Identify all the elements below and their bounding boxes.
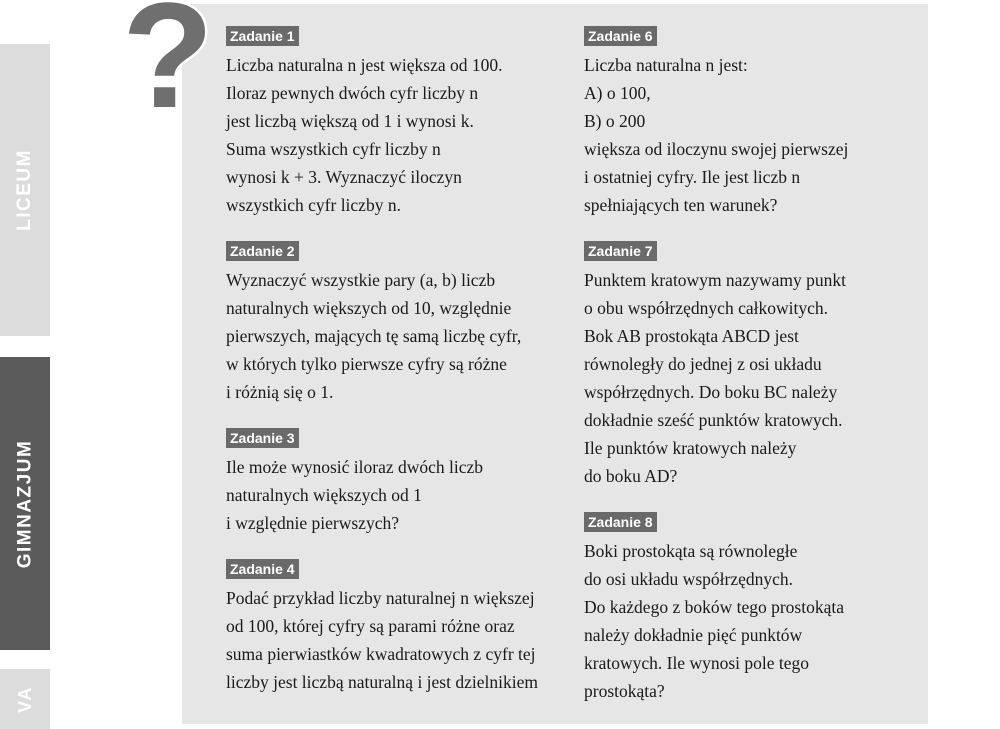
side-tab-partial[interactable] xyxy=(0,669,50,729)
task-text-line: Bok AB prostokąta ABCD jest xyxy=(584,326,799,346)
task-label: Zadanie 8 xyxy=(584,512,657,532)
side-tab-liceum[interactable] xyxy=(0,44,50,336)
task-text-line: spełniających ten warunek? xyxy=(584,195,778,215)
task-text-line: suma pierwiastków kwadratowych z cyfr tej xyxy=(226,644,536,664)
task-text-line: o obu współrzędnych całkowitych. xyxy=(584,298,828,318)
task-text-line: jest liczbą większą od 1 i wynosi k. xyxy=(226,111,474,131)
task-text-line: Iloraz pewnych dwóch cyfr liczby n xyxy=(226,83,479,103)
task-block xyxy=(584,512,924,705)
task-text-line: Boki prostokąta są równoległe xyxy=(584,541,798,561)
task-label: Zadanie 4 xyxy=(226,559,299,579)
task-block xyxy=(226,241,566,406)
task-text-line: do osi układu współrzędnych. xyxy=(584,569,793,589)
task-text-line: Do każdego z boków tego prostokąta xyxy=(584,597,844,617)
task-text-line: wszystkich cyfr liczby n. xyxy=(226,195,401,215)
task-label: Zadanie 3 xyxy=(226,428,299,448)
task-text-line: naturalnych większych od 10, względnie xyxy=(226,298,512,318)
task-text-line: pierwszych, mających tę samą liczbę cyfr, xyxy=(226,326,522,346)
task-text-line: Punktem kratowym nazywamy punkt xyxy=(584,270,846,290)
task-text-line: B) o 200 xyxy=(584,111,646,131)
task-label: Zadanie 1 xyxy=(226,26,299,46)
left-column xyxy=(226,4,566,696)
task-text-line: współrzędnych. Do boku BC należy xyxy=(584,382,838,402)
task-text-line: i różnią się o 1. xyxy=(226,382,334,402)
task-text-line: Liczba naturalna n jest większa od 100. xyxy=(226,55,503,75)
task-text-line: liczby jest liczbą naturalną i jest dzielnikiem xyxy=(226,672,538,692)
task-label: Zadanie 2 xyxy=(226,241,299,261)
task-text-line: i ostatniej cyfry. Ile jest liczb n xyxy=(584,167,801,187)
task-text-line: Liczba naturalna n jest: xyxy=(584,55,748,75)
question-mark-icon: ? xyxy=(122,0,214,139)
task-block xyxy=(226,26,566,219)
task-text-line: należy dokładnie pięć punktów xyxy=(584,625,803,645)
task-text-line: Wyznaczyć wszystkie pary (a, b) liczb xyxy=(226,270,496,290)
task-text-line: naturalnych większych od 1 xyxy=(226,485,422,505)
task-text-line: większa od iloczynu swojej pierwszej xyxy=(584,139,849,159)
task-text-line: Ile punktów kratowych należy xyxy=(584,438,797,458)
side-tab-partial-label: VA xyxy=(14,685,35,713)
task-text-line: i względnie pierwszych? xyxy=(226,513,399,533)
task-text-line: Podać przykład liczby naturalnej n większej xyxy=(226,588,535,608)
task-text-line: do boku AD? xyxy=(584,466,678,486)
task-label: Zadanie 6 xyxy=(584,26,657,46)
task-block xyxy=(584,241,924,490)
task-block xyxy=(226,559,566,696)
task-text-line: prostokąta? xyxy=(584,681,665,701)
task-block xyxy=(584,26,924,219)
side-tab-liceum-label: LICEUM xyxy=(14,149,36,231)
side-tab-gimnazjum-label: GIMNAZJUM xyxy=(14,439,35,568)
task-block xyxy=(226,428,566,537)
task-text-line: Suma wszystkich cyfr liczby n xyxy=(226,139,441,159)
task-text-line: od 100, której cyfry są parami różne oraz xyxy=(226,616,515,636)
task-label: Zadanie 7 xyxy=(584,241,657,261)
task-text-line: w których tylko pierwsze cyfry są różne xyxy=(226,354,507,374)
task-text-line: dokładnie sześć punktów kratowych. xyxy=(584,410,843,430)
task-text-line: równoległy do jednej z osi układu xyxy=(584,354,822,374)
task-text-line: Ile może wynosić iloraz dwóch liczb xyxy=(226,457,484,477)
task-text-line: kratowych. Ile wynosi pole tego xyxy=(584,653,810,673)
side-tab-gimnazjum[interactable] xyxy=(0,357,50,650)
task-text-line: A) o 100, xyxy=(584,83,651,103)
task-text-line: wynosi k + 3. Wyznaczyć iloczyn xyxy=(226,167,462,187)
right-column xyxy=(584,4,924,705)
